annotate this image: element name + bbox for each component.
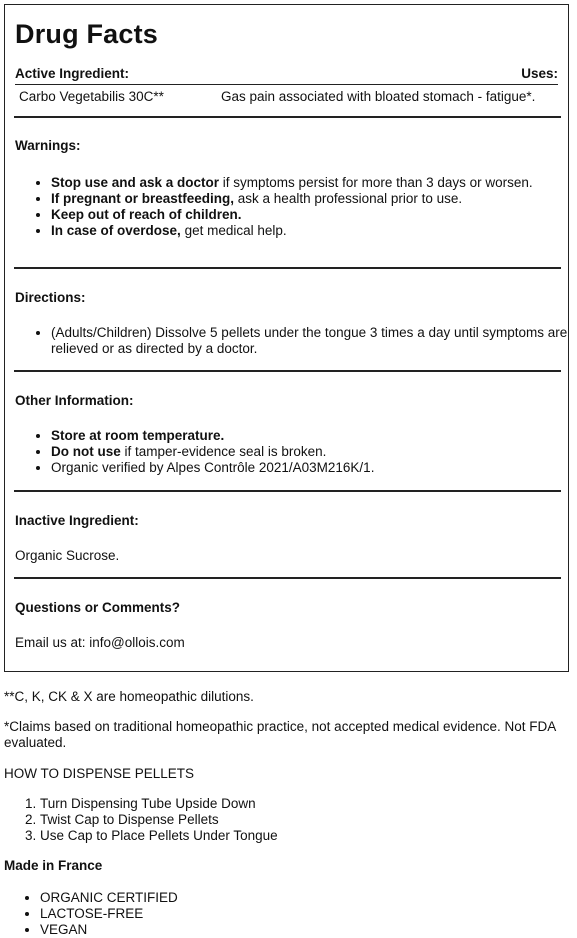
other-info-title: Other Information:	[15, 393, 134, 408]
list-item	[51, 175, 571, 191]
list-item-text: ask a health professional prior to use.	[234, 191, 463, 206]
directions-list	[15, 325, 571, 357]
list-item-bold-text: Stop use and ask a doctor	[51, 175, 220, 190]
list-item-bold-text: Do not use	[51, 444, 121, 459]
list-item	[51, 223, 571, 239]
list-item	[51, 460, 571, 476]
active-ingredient-header	[15, 66, 558, 85]
inactive-ingredient-title: Inactive Ingredient:	[15, 513, 139, 528]
dispense-steps-list	[4, 796, 278, 844]
section-divider	[14, 267, 561, 269]
directions-title: Directions:	[15, 290, 86, 305]
list-item-bold-text: Keep out of reach of children.	[51, 207, 242, 222]
section-divider	[14, 490, 561, 492]
drug-facts-panel	[4, 4, 569, 672]
list-item-text: Organic verified by Alpes Contrôle 2021/A03M216K/1.	[51, 460, 375, 475]
section-divider	[14, 577, 561, 579]
list-item-text: if tamper-evidence seal is broken.	[120, 444, 327, 459]
made-in-list	[4, 890, 178, 938]
questions-title: Questions or Comments?	[15, 600, 181, 615]
active-ingredient-label: Active Ingredient:	[15, 66, 130, 81]
warnings-list	[15, 175, 571, 239]
list-item: • VEGAN	[40, 922, 178, 938]
section-divider	[14, 370, 561, 372]
claims-footnote: *Claims based on traditional homeopathic practice, not accepted medical evidence. Not FDA evaluated.	[4, 719, 556, 750]
list-item-text: (Adults/Children) Dissolve 5 pellets under the tongue 3 times a day until symptoms are relieved or as directed by a doctor.	[51, 325, 568, 356]
list-item-bold-text: Store at room temperature.	[51, 428, 225, 443]
made-in-title: Made in France	[4, 858, 103, 873]
dilutions-footnote: **C, K, CK & X are homeopathic dilutions.	[4, 689, 254, 704]
list-item	[51, 207, 571, 223]
list-item: 3. Use Cap to Place Pellets Under Tongue	[40, 828, 278, 844]
list-item	[51, 191, 571, 207]
list-item-text: get medical help.	[180, 223, 287, 238]
ingredient-name: Carbo Vegetabilis 30C**	[19, 89, 164, 104]
inactive-ingredient-text: Organic Sucrose.	[15, 548, 120, 563]
ingredient-use: Gas pain associated with bloated stomach - fatigue*.	[221, 89, 536, 104]
list-item-bold-text: In case of overdose,	[51, 223, 181, 238]
dispense-title: HOW TO DISPENSE PELLETS	[4, 766, 195, 781]
list-item-bold-text: If pregnant or breastfeeding,	[51, 191, 235, 206]
uses-label: Uses:	[521, 66, 558, 81]
list-item	[51, 428, 571, 444]
list-item	[51, 325, 571, 357]
list-item: • ORGANIC CERTIFIED	[40, 890, 178, 906]
list-item	[51, 444, 571, 460]
list-item-text: if symptoms persist for more than 3 days or worsen.	[219, 175, 533, 190]
list-item: 1. Turn Dispensing Tube Upside Down	[40, 796, 278, 812]
list-item: • LACTOSE-FREE	[40, 906, 178, 922]
drug-facts-title: Drug Facts	[15, 19, 159, 49]
warnings-title: Warnings:	[15, 138, 81, 153]
questions-email-text: Email us at: info@ollois.com	[15, 635, 185, 650]
list-item: 2. Twist Cap to Dispense Pellets	[40, 812, 278, 828]
other-info-list	[15, 428, 571, 476]
section-divider	[14, 116, 561, 118]
